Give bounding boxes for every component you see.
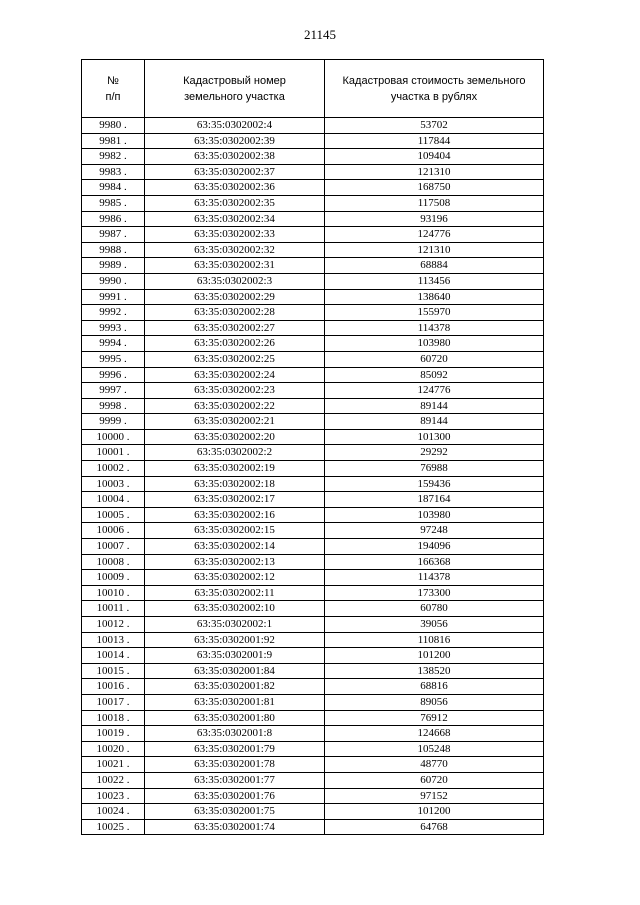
table-row [82, 258, 544, 274]
cadastral-value: 117844 [325, 133, 544, 149]
cadastral-number: 63:35:0302002:3 [145, 273, 325, 289]
cadastral-value: 48770 [325, 757, 544, 773]
cadastral-table [81, 59, 544, 835]
table-row [82, 757, 544, 773]
row-number: 9985 . [82, 195, 145, 211]
cadastral-number: 63:35:0302002:20 [145, 429, 325, 445]
row-number: 10004 . [82, 492, 145, 508]
cadastral-value: 93196 [325, 211, 544, 227]
row-number: 10001 . [82, 445, 145, 461]
cadastral-value: 114378 [325, 320, 544, 336]
cadastral-value: 39056 [325, 617, 544, 633]
cadastral-number: 63:35:0302001:78 [145, 757, 325, 773]
cadastral-value: 121310 [325, 164, 544, 180]
cadastral-number: 63:35:0302002:36 [145, 180, 325, 196]
cadastral-number: 63:35:0302001:81 [145, 694, 325, 710]
cadastral-value: 68816 [325, 679, 544, 695]
row-number: 10011 . [82, 601, 145, 617]
cadastral-number: 63:35:0302002:25 [145, 351, 325, 367]
table-row [82, 211, 544, 227]
cadastral-value: 110816 [325, 632, 544, 648]
row-number: 9980 . [82, 118, 145, 134]
row-number: 9999 . [82, 414, 145, 430]
row-number: 10006 . [82, 523, 145, 539]
cadastral-value: 97248 [325, 523, 544, 539]
table-row [82, 804, 544, 820]
cadastral-number: 63:35:0302001:79 [145, 741, 325, 757]
cadastral-number: 63:35:0302001:75 [145, 804, 325, 820]
table-row [82, 180, 544, 196]
cadastral-value: 124668 [325, 726, 544, 742]
cadastral-number: 63:35:0302002:13 [145, 554, 325, 570]
row-number: 10014 . [82, 648, 145, 664]
row-number: 9987 . [82, 227, 145, 243]
cadastral-number: 63:35:0302001:9 [145, 648, 325, 664]
row-number: 9981 . [82, 133, 145, 149]
table-row [82, 320, 544, 336]
row-number: 10003 . [82, 476, 145, 492]
row-number: 10025 . [82, 819, 145, 835]
row-number: 9992 . [82, 305, 145, 321]
cadastral-number: 63:35:0302001:76 [145, 788, 325, 804]
row-number: 10013 . [82, 632, 145, 648]
row-number: 9990 . [82, 273, 145, 289]
cadastral-value: 60780 [325, 601, 544, 617]
row-number: 9997 . [82, 383, 145, 399]
cadastral-number: 63:35:0302002:26 [145, 336, 325, 352]
header-cadastral-value: Кадастровая стоимость земельного участка в рублях [325, 60, 544, 118]
cadastral-value: 85092 [325, 367, 544, 383]
cadastral-number: 63:35:0302002:34 [145, 211, 325, 227]
row-number: 10010 . [82, 585, 145, 601]
cadastral-number: 63:35:0302002:35 [145, 195, 325, 211]
table-row [82, 523, 544, 539]
cadastral-value: 101200 [325, 804, 544, 820]
table-row [82, 772, 544, 788]
cadastral-number: 63:35:0302002:19 [145, 461, 325, 477]
row-number: 10016 . [82, 679, 145, 695]
row-number: 10002 . [82, 461, 145, 477]
table-row [82, 601, 544, 617]
cadastral-value: 105248 [325, 741, 544, 757]
row-number: 9984 . [82, 180, 145, 196]
cadastral-value: 166368 [325, 554, 544, 570]
cadastral-value: 168750 [325, 180, 544, 196]
table-row [82, 663, 544, 679]
table-row [82, 133, 544, 149]
cadastral-number: 63:35:0302002:29 [145, 289, 325, 305]
row-number: 10020 . [82, 741, 145, 757]
cadastral-number: 63:35:0302002:21 [145, 414, 325, 430]
cadastral-value: 194096 [325, 539, 544, 555]
cadastral-value: 109404 [325, 149, 544, 165]
cadastral-number: 63:35:0302002:11 [145, 585, 325, 601]
row-number: 9991 . [82, 289, 145, 305]
table-row [82, 164, 544, 180]
cadastral-number: 63:35:0302002:15 [145, 523, 325, 539]
table-row [82, 445, 544, 461]
table-row [82, 336, 544, 352]
table-row [82, 383, 544, 399]
cadastral-value: 53702 [325, 118, 544, 134]
cadastral-value: 29292 [325, 445, 544, 461]
table-row [82, 788, 544, 804]
cadastral-value: 103980 [325, 507, 544, 523]
row-number: 10009 . [82, 570, 145, 586]
cadastral-number: 63:35:0302002:18 [145, 476, 325, 492]
cadastral-value: 173300 [325, 585, 544, 601]
cadastral-number: 63:35:0302002:10 [145, 601, 325, 617]
table-row [82, 242, 544, 258]
row-number: 9989 . [82, 258, 145, 274]
row-number: 9998 . [82, 398, 145, 414]
cadastral-value: 89056 [325, 694, 544, 710]
row-number: 9996 . [82, 367, 145, 383]
cadastral-number: 63:35:0302002:28 [145, 305, 325, 321]
row-number: 9983 . [82, 164, 145, 180]
row-number: 10000 . [82, 429, 145, 445]
row-number: 10023 . [82, 788, 145, 804]
cadastral-number: 63:35:0302002:39 [145, 133, 325, 149]
cadastral-number: 63:35:0302002:14 [145, 539, 325, 555]
table-row [82, 679, 544, 695]
row-number: 9982 . [82, 149, 145, 165]
table-row [82, 507, 544, 523]
table-row [82, 149, 544, 165]
table-row [82, 476, 544, 492]
row-number: 10018 . [82, 710, 145, 726]
cadastral-value: 121310 [325, 242, 544, 258]
cadastral-value: 124776 [325, 227, 544, 243]
cadastral-value: 117508 [325, 195, 544, 211]
table-row [82, 195, 544, 211]
row-number: 10015 . [82, 663, 145, 679]
table-row [82, 710, 544, 726]
cadastral-value: 60720 [325, 772, 544, 788]
cadastral-value: 159436 [325, 476, 544, 492]
row-number: 10022 . [82, 772, 145, 788]
cadastral-number: 63:35:0302002:12 [145, 570, 325, 586]
cadastral-value: 101300 [325, 429, 544, 445]
table-row [82, 305, 544, 321]
table-row [82, 585, 544, 601]
table-row [82, 554, 544, 570]
cadastral-number: 63:35:0302001:77 [145, 772, 325, 788]
cadastral-number: 63:35:0302002:1 [145, 617, 325, 633]
cadastral-number: 63:35:0302002:37 [145, 164, 325, 180]
cadastral-value: 138640 [325, 289, 544, 305]
table-header [82, 60, 544, 118]
row-number: 9993 . [82, 320, 145, 336]
row-number: 9994 . [82, 336, 145, 352]
table-row [82, 429, 544, 445]
cadastral-number: 63:35:0302002:16 [145, 507, 325, 523]
cadastral-value: 64768 [325, 819, 544, 835]
cadastral-value: 114378 [325, 570, 544, 586]
cadastral-value: 113456 [325, 273, 544, 289]
row-number: 9988 . [82, 242, 145, 258]
cadastral-value: 155970 [325, 305, 544, 321]
cadastral-value: 103980 [325, 336, 544, 352]
table-row [82, 227, 544, 243]
row-number: 10024 . [82, 804, 145, 820]
header-cadastral-number: Кадастровый номер земельного участка [145, 60, 325, 118]
cadastral-number: 63:35:0302002:4 [145, 118, 325, 134]
cadastral-value: 76988 [325, 461, 544, 477]
cadastral-number: 63:35:0302002:33 [145, 227, 325, 243]
cadastral-number: 63:35:0302002:17 [145, 492, 325, 508]
table-row [82, 461, 544, 477]
row-number: 10017 . [82, 694, 145, 710]
table-row [82, 367, 544, 383]
cadastral-number: 63:35:0302001:74 [145, 819, 325, 835]
table-row [82, 539, 544, 555]
table-row [82, 118, 544, 134]
table-row [82, 351, 544, 367]
table-row [82, 414, 544, 430]
cadastral-value: 89144 [325, 414, 544, 430]
table-row [82, 819, 544, 835]
cadastral-number: 63:35:0302002:22 [145, 398, 325, 414]
table-row [82, 289, 544, 305]
cadastral-number: 63:35:0302001:80 [145, 710, 325, 726]
cadastral-number: 63:35:0302001:92 [145, 632, 325, 648]
cadastral-number: 63:35:0302002:27 [145, 320, 325, 336]
cadastral-value: 97152 [325, 788, 544, 804]
cadastral-value: 138520 [325, 663, 544, 679]
row-number: 9995 . [82, 351, 145, 367]
cadastral-value: 124776 [325, 383, 544, 399]
table-row [82, 726, 544, 742]
page-number: 21145 [303, 27, 337, 42]
cadastral-value: 89144 [325, 398, 544, 414]
table-row [82, 570, 544, 586]
table-body [82, 118, 544, 835]
cadastral-number: 63:35:0302002:31 [145, 258, 325, 274]
table-row [82, 741, 544, 757]
cadastral-number: 63:35:0302002:2 [145, 445, 325, 461]
cadastral-number: 63:35:0302001:82 [145, 679, 325, 695]
table-row [82, 648, 544, 664]
cadastral-value: 101200 [325, 648, 544, 664]
cadastral-number: 63:35:0302002:23 [145, 383, 325, 399]
row-number: 10012 . [82, 617, 145, 633]
cadastral-number: 63:35:0302002:24 [145, 367, 325, 383]
cadastral-number: 63:35:0302001:84 [145, 663, 325, 679]
table-row [82, 694, 544, 710]
header-row [82, 60, 544, 118]
row-number: 9986 . [82, 211, 145, 227]
cadastral-number: 63:35:0302002:38 [145, 149, 325, 165]
table-row [82, 492, 544, 508]
table-row [82, 398, 544, 414]
header-number: № п/п [82, 60, 145, 118]
cadastral-number: 63:35:0302001:8 [145, 726, 325, 742]
cadastral-number: 63:35:0302002:32 [145, 242, 325, 258]
cadastral-value: 60720 [325, 351, 544, 367]
row-number: 10007 . [82, 539, 145, 555]
row-number: 10019 . [82, 726, 145, 742]
cadastral-value: 68884 [325, 258, 544, 274]
table-row [82, 632, 544, 648]
cadastral-value: 76912 [325, 710, 544, 726]
table-row [82, 617, 544, 633]
row-number: 10021 . [82, 757, 145, 773]
row-number: 10005 . [82, 507, 145, 523]
row-number: 10008 . [82, 554, 145, 570]
cadastral-value: 187164 [325, 492, 544, 508]
table-row [82, 273, 544, 289]
